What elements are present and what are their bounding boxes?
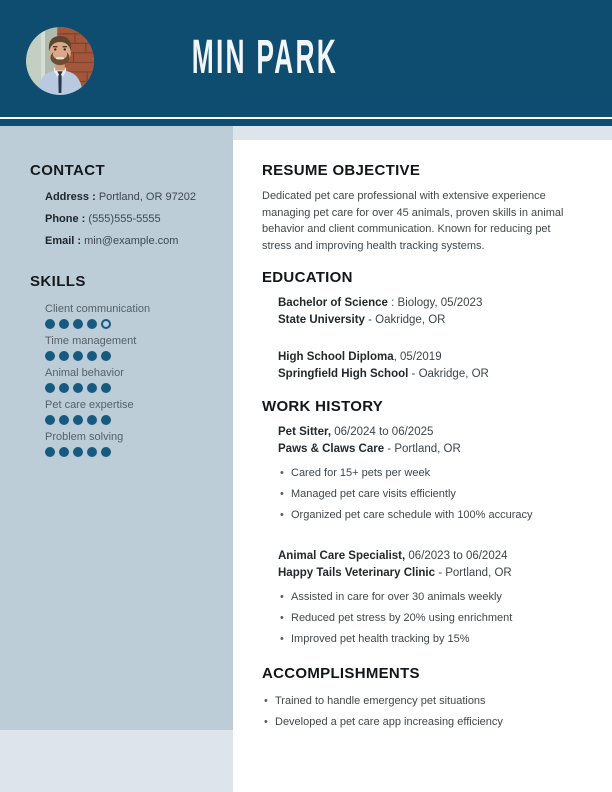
name-text: MIN PARK: [191, 31, 339, 84]
skill-dot-filled: [101, 383, 111, 393]
skill-item: [45, 430, 215, 457]
contact-value: Portland, OR 97202: [98, 191, 197, 203]
job-location: - Portland, OR: [435, 567, 512, 579]
skill-rating: [45, 447, 215, 457]
skill-dot-filled: [101, 351, 111, 361]
job-bullet-list: [278, 463, 584, 526]
education-school-line: [278, 312, 584, 329]
objective-heading: RESUME OBJECTIVE: [262, 162, 421, 179]
skill-dot-filled: [73, 447, 83, 457]
job-title-line: [278, 548, 584, 565]
skill-item: [45, 334, 215, 361]
job-entry: [278, 424, 584, 526]
job-bullet: • Improved pet health tracking by 15%: [278, 629, 584, 650]
contact-item-email: [45, 235, 215, 248]
skill-item: [45, 398, 215, 425]
skill-dot-filled: [73, 351, 83, 361]
skill-dot-filled: [73, 319, 83, 329]
header-accent-strip: [0, 119, 612, 126]
job-location: - Portland, OR: [384, 443, 461, 455]
accomplishments-list: [262, 691, 584, 733]
main-content: [233, 140, 612, 748]
education-heading: EDUCATION: [262, 269, 353, 286]
section-education: [262, 269, 584, 383]
name-title: [0, 25, 612, 91]
education-entry: [278, 295, 584, 329]
education-degree-line: [278, 295, 584, 312]
degree-details: : Biology, 05/2023: [387, 297, 483, 309]
accomplishment-bullet: • Developed a pet care app increasing efficiency: [262, 712, 584, 733]
school-name: Springfield High School: [278, 368, 409, 380]
skill-rating: [45, 415, 215, 425]
skill-dot-filled: [45, 447, 55, 457]
degree-name: High School Diploma: [278, 351, 394, 363]
education-entry: [278, 349, 584, 383]
skill-dot-filled: [59, 351, 69, 361]
job-company-line: [278, 441, 584, 458]
job-dates: 06/2023 to 06/2024: [405, 550, 508, 562]
section-resume-objective: [262, 162, 584, 254]
skill-dot-filled: [87, 319, 97, 329]
skill-name: Problem solving: [45, 431, 124, 443]
job-title-line: [278, 424, 584, 441]
main-top-band: [233, 126, 612, 140]
objective-text: Dedicated pet care professional with extensive experience managing pet care for over 45 animals, proven skills in animal behavior and client communication. Known for reducing pet stress and improving health tracking systems.: [262, 190, 564, 252]
job-bullet: • Managed pet care visits efficiently: [278, 484, 584, 505]
education-degree-line: [278, 349, 584, 366]
skill-dot-filled: [101, 447, 111, 457]
skill-rating: [45, 319, 215, 329]
sidebar-footer-band: [0, 730, 233, 792]
contact-heading: CONTACT: [30, 162, 106, 179]
education-school-line: [278, 366, 584, 383]
contact-label: Address :: [45, 191, 96, 203]
sidebar: [0, 126, 233, 730]
contact-item-phone: [45, 213, 215, 226]
skill-name: Animal behavior: [45, 367, 124, 379]
skill-dot-filled: [59, 415, 69, 425]
degree-name: Bachelor of Science: [278, 297, 388, 309]
skill-dot-filled: [59, 447, 69, 457]
job-company-line: [278, 565, 584, 582]
school-name: State University: [278, 314, 365, 326]
skill-item: [45, 302, 215, 329]
skill-rating: [45, 351, 215, 361]
job-bullet: • Organized pet care schedule with 100% accuracy: [278, 505, 584, 526]
skill-dot-filled: [59, 383, 69, 393]
school-location: - Oakridge, OR: [408, 368, 489, 380]
job-dates: 06/2024 to 06/2025: [331, 426, 434, 438]
school-location: - Oakridge, OR: [364, 314, 446, 326]
job-company: Paws & Claws Care: [278, 443, 385, 455]
degree-details: , 05/2019: [393, 351, 442, 363]
skill-dot-empty: [101, 319, 111, 329]
job-title: Pet Sitter,: [278, 426, 332, 438]
job-bullet-list: [278, 587, 584, 650]
header-band: [0, 0, 612, 117]
job-bullet: • Assisted in care for over 30 animals weekly: [278, 587, 584, 608]
job-title: Animal Care Specialist,: [278, 550, 406, 562]
job-bullet: • Reduced pet stress by 20% using enrichment: [278, 608, 584, 629]
accomplishment-bullet: • Trained to handle emergency pet situations: [262, 691, 584, 712]
skill-dot-filled: [59, 319, 69, 329]
skill-dot-filled: [73, 383, 83, 393]
skills-heading: SKILLS: [30, 273, 86, 290]
job-company: Happy Tails Veterinary Clinic: [278, 567, 436, 579]
skill-rating: [45, 383, 215, 393]
job-bullet: • Cared for 15+ pets per week: [278, 463, 584, 484]
skill-item: [45, 366, 215, 393]
contact-value: (555)555-5555: [88, 213, 161, 225]
skill-dot-filled: [101, 415, 111, 425]
skill-dot-filled: [73, 415, 83, 425]
skill-name: Pet care expertise: [45, 399, 134, 411]
skill-dot-filled: [45, 383, 55, 393]
skill-dot-filled: [87, 383, 97, 393]
job-entry: [278, 548, 584, 650]
section-work-history: [262, 398, 584, 650]
skill-name: Time management: [45, 335, 137, 347]
skill-dot-filled: [87, 447, 97, 457]
skill-name: Client communication: [45, 303, 151, 315]
contact-value: min@example.com: [84, 235, 179, 247]
contact-label: Email :: [45, 235, 82, 247]
section-accomplishments: [262, 665, 584, 733]
skill-dot-filled: [45, 351, 55, 361]
skills-section: [30, 273, 215, 457]
contact-label: Phone :: [45, 213, 86, 225]
skill-dot-filled: [45, 319, 55, 329]
accomplishments-heading: ACCOMPLISHMENTS: [262, 665, 420, 682]
skill-dot-filled: [87, 351, 97, 361]
work-history-heading: WORK HISTORY: [262, 398, 384, 415]
skill-dot-filled: [45, 415, 55, 425]
contact-item-address: [45, 191, 215, 204]
skill-dot-filled: [87, 415, 97, 425]
